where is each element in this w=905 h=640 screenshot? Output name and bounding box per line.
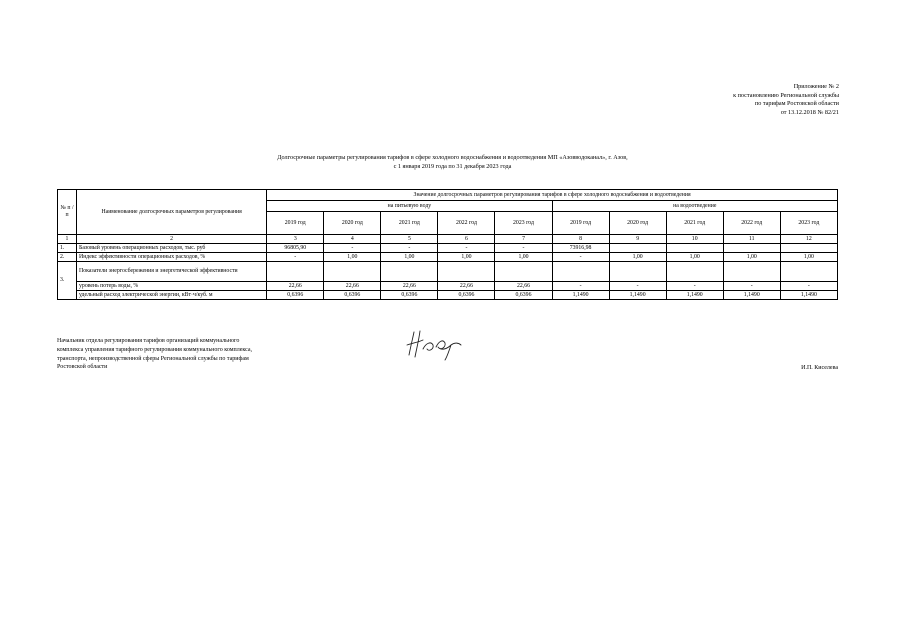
column-number-row — [58, 235, 838, 244]
header-year: 2023 год — [780, 212, 837, 235]
value-cell — [609, 244, 666, 253]
value-cell: 22,66 — [495, 282, 552, 291]
col-number: 7 — [495, 235, 552, 244]
value-cell: - — [666, 282, 723, 291]
value-cell: - — [267, 253, 324, 262]
value-cell: - — [552, 282, 609, 291]
value-cell: 1,1490 — [723, 291, 780, 300]
title-line-1: Долгосрочные параметры регулирования тарифов в сфере холодного водоснабжения и водоотведения МП «Азовводоканал», г. Азов, — [277, 154, 628, 161]
value-cell — [666, 244, 723, 253]
value-cell: 1,1490 — [780, 291, 837, 300]
value-cell: 1,00 — [609, 253, 666, 262]
col-number: 4 — [324, 235, 381, 244]
row-num: 3. — [58, 262, 77, 300]
appendix-line-4: от 13.12.2018 № 82/21 — [780, 108, 839, 116]
value-cell: 1,00 — [780, 253, 837, 262]
value-cell: - — [381, 244, 438, 253]
col-number: 10 — [666, 235, 723, 244]
header-year: 2023 год — [495, 212, 552, 235]
value-cell: 22,66 — [438, 282, 495, 291]
value-cell: 22,66 — [267, 282, 324, 291]
value-cell — [780, 244, 837, 253]
document-title — [0, 153, 905, 171]
table-row — [58, 253, 838, 262]
appendix-block — [733, 83, 839, 117]
value-cell: 1,00 — [666, 253, 723, 262]
value-cell: 1,00 — [324, 253, 381, 262]
value-cell: 1,1490 — [609, 291, 666, 300]
col-number: 6 — [438, 235, 495, 244]
col-number: 3 — [267, 235, 324, 244]
col-number: 11 — [723, 235, 780, 244]
value-cell: - — [723, 282, 780, 291]
row-name: Показатели энергосбережения и энергетической эффективности — [77, 262, 267, 282]
value-cell: 1,00 — [723, 253, 780, 262]
value-cell: 1,00 — [438, 253, 495, 262]
header-year: 2021 год — [666, 212, 723, 235]
header-name: Наименование долгосрочных параметров регулирования — [77, 190, 267, 235]
table-row — [58, 282, 838, 291]
col-number: 5 — [381, 235, 438, 244]
signatory-position — [57, 337, 327, 372]
header-year: 2021 год — [381, 212, 438, 235]
header-group-sewer: на водоотведение — [552, 201, 837, 212]
value-cell: 0,6396 — [495, 291, 552, 300]
row-subname: уровень потерь воды, % — [77, 282, 267, 291]
table-row — [58, 291, 838, 300]
signatory-line-1: Начальник отдела регулирования тарифов организаций коммунального — [57, 338, 240, 344]
value-cell: 0,6396 — [438, 291, 495, 300]
value-cell: 0,6396 — [324, 291, 381, 300]
appendix-line-3: по тарифам Ростовской области — [754, 100, 839, 108]
row-name: Базовый уровень операционных расходов, тыс. руб — [77, 244, 267, 253]
col-number: 9 — [609, 235, 666, 244]
col-number: 2 — [77, 235, 267, 244]
row-name: Индекс эффективности операционных расходов, % — [77, 253, 267, 262]
value-cell: 96805,90 — [267, 244, 324, 253]
row-num: 1. — [58, 244, 77, 253]
header-year: 2019 год — [267, 212, 324, 235]
value-cell: - — [609, 282, 666, 291]
value-cell: 22,66 — [324, 282, 381, 291]
value-cell: 1,00 — [495, 253, 552, 262]
value-cell: 0,6396 — [267, 291, 324, 300]
value-cell: 22,66 — [381, 282, 438, 291]
table-row — [58, 244, 838, 253]
value-cell: - — [780, 282, 837, 291]
appendix-line-1: Приложение № 2 — [793, 83, 839, 90]
value-cell: 1,00 — [381, 253, 438, 262]
title-line-2: с 1 января 2019 года по 31 декабря 2023 года — [393, 163, 512, 170]
parameters-table — [57, 189, 838, 300]
col-number: 8 — [552, 235, 609, 244]
value-cell: 0,6396 — [381, 291, 438, 300]
table-row — [58, 262, 838, 282]
header-year: 2022 год — [723, 212, 780, 235]
header-values-group: Значение долгосрочных параметров регулирования тарифов в сфере холодного водоснабжения и водоотведения — [267, 190, 838, 201]
handwritten-signature — [403, 327, 465, 361]
value-cell: 1,1490 — [552, 291, 609, 300]
header-year: 2020 год — [324, 212, 381, 235]
col-number: 1 — [58, 235, 77, 244]
signatory-line-3: транспорта, непроизводственной сферы Региональной службы по тарифам — [57, 355, 249, 362]
value-cell: - — [324, 244, 381, 253]
signatory-name: И.П. Киселева — [801, 365, 838, 371]
appendix-line-2: к постановлению Региональной службы — [733, 91, 839, 99]
col-number: 12 — [780, 235, 837, 244]
header-year: 2019 год — [552, 212, 609, 235]
value-cell — [723, 244, 780, 253]
value-cell: - — [552, 253, 609, 262]
header-group-water: на питьевую воду — [267, 201, 552, 212]
row-num: 2. — [58, 253, 77, 262]
value-cell: - — [495, 244, 552, 253]
value-cell: 1,1490 — [666, 291, 723, 300]
header-year: 2020 год — [609, 212, 666, 235]
value-cell: - — [438, 244, 495, 253]
header-num: № п /п — [58, 190, 77, 235]
signatory-line-4: Ростовской области — [57, 364, 108, 371]
value-cell: 73916,98 — [552, 244, 609, 253]
signatory-line-2: комплекса управления тарифного регулирования коммунального комплекса, — [57, 346, 253, 353]
header-year: 2022 год — [438, 212, 495, 235]
row-subname: удельный расход электрической энергии, кВт·ч/куб. м — [77, 291, 267, 300]
